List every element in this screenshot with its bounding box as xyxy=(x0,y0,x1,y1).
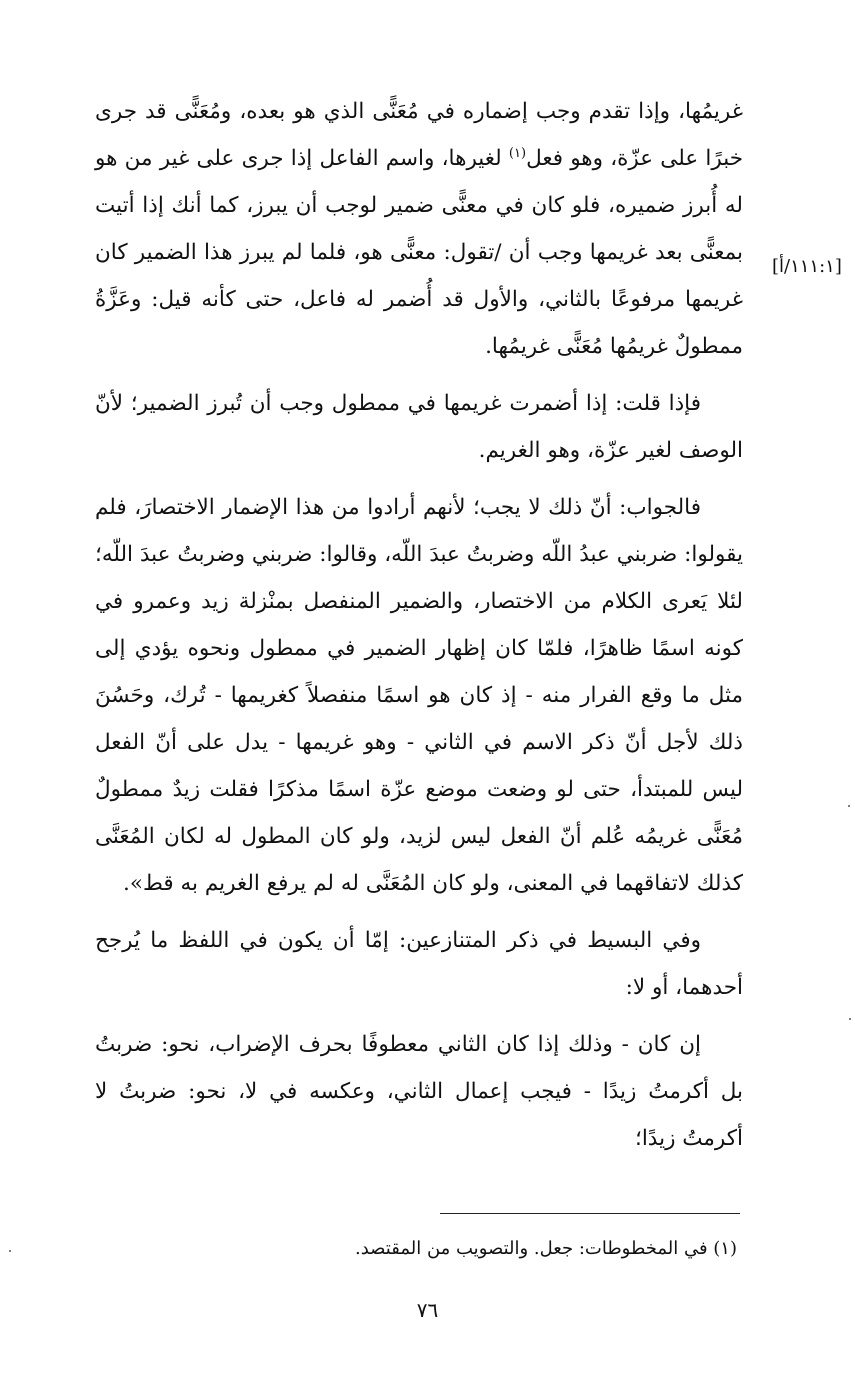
paragraph-4: وفي البسيط في ذكر المتنازعين: إمّا أن يكون في اللفظ ما يُرجح أحدهما، أو لا: xyxy=(95,928,743,1000)
paragraph-1-text-a: غريمُها، وإذا تقدم وجب إضماره في مُعَنًّى الذي هو بعده، ومُعَنًّى قد جرى خبرًا على عزّة، وهو فعل xyxy=(95,99,743,171)
manuscript-folio-marker: [١١١:١/أ] xyxy=(772,256,842,277)
paragraph-1-text-b: لغيرها، واسم الفاعل إذا جرى على غير من هو له أُبرز ضميره، فلو كان في معنًّى ضمير لوجب أن يبرز، كما أنك إذا أتيت بمعنًّى بعد غريمها وجب أن /تقول: معنًّى هو، فلما لم يبرز هذا الضمير كان غريمها مرفوعًا بالثاني، والأول قد أُضمر له فاعل، حتى كأنه قيل: وعَزَّةُ ممطولٌ غريمُها مُعَنًّى غريمُها. xyxy=(95,146,743,359)
scan-speck xyxy=(9,1250,11,1252)
paragraph-2: فإذا قلت: إذا أضمرت غريمها في ممطول وجب أن تُبرز الضمير؛ لأنّ الوصف لغير عزّة، وهو الغريم. xyxy=(95,391,743,463)
footnote-marker: (١) xyxy=(508,145,527,161)
footnote-separator xyxy=(440,1213,740,1214)
scan-speck xyxy=(849,1018,851,1020)
footnote: (١) في المخطوطات: جعل. والتصويب من المقتصد. xyxy=(355,1238,737,1259)
paragraph-5: إن كان - وذلك إذا كان الثاني معطوفًا بحرف الإضراب، نحو: ضربتُ بل أكرمتُ زيدًا - فيجب إعمال الثاني، وعكسه في لا، نحو: ضربتُ لا أكرمتُ زيدًا؛ xyxy=(95,1032,743,1151)
page-number: ٧٦ xyxy=(416,1298,439,1322)
main-text xyxy=(95,88,743,1172)
paragraph-1 xyxy=(95,88,743,370)
scan-speck xyxy=(848,805,850,807)
paragraph-3: فالجواب: أنّ ذلك لا يجب؛ لأنهم أرادوا من هذا الإضمار الاختصارَ، فلم يقولوا: ضربني عبدُ اللّه وضربتُ عبدَ اللّه، وقالوا: ضربني وضربتُ عبدَ اللّه؛ لئلا يَعرى الكلام من الاختصار، والضمير المنفصل بمنْزلة زيد وعمرو في كونه اسمًا ظاهرًا، فلمّا كان إظهار الضمير في ممطول ونحوه يؤدي إلى مثل ما وقع الفرار منه - إذ كان هو اسمًا منفصلاً كغريمها - تُرك، وحَسُنَ ذلك لأجل أنّ ذكر الاسم في الثاني - وهو غريمها - يدل على أنّ الفعل ليس للمبتدأ، حتى لو وضعت موضع عزّة اسمًا مذكرًا فقلت زيدٌ ممطولٌ مُعَنًّى غريمُه عُلم أنّ الفعل ليس لزيد، ولو كان المطول له لكان المُعَنَّى كذلك لاتفاقهما في المعنى، ولو كان المُعَنَّى له لم يرفع الغريم به قط». xyxy=(95,495,743,896)
